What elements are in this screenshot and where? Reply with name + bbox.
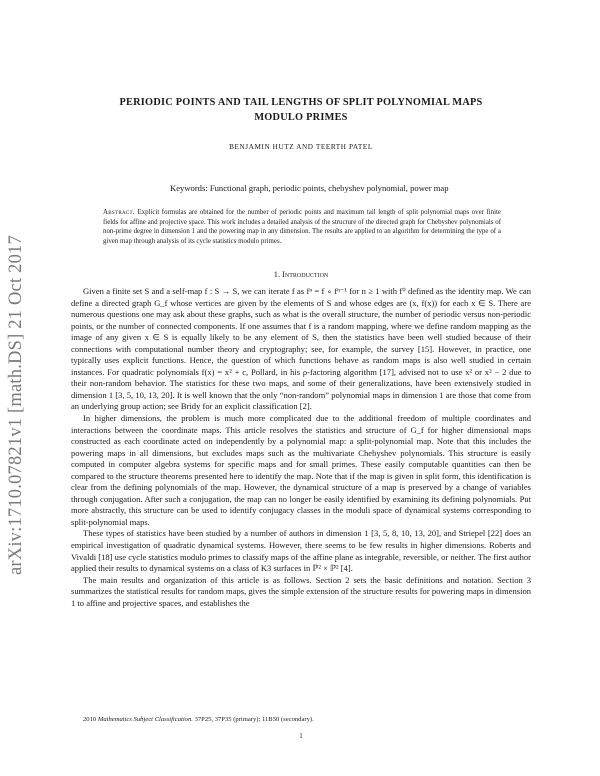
keywords-line: Keywords: Functional graph, periodic points, chebyshev polynomial, power map — [170, 183, 449, 193]
paper-title — [71, 96, 531, 125]
paper-title-line-2: MODULO PRIMES — [254, 111, 348, 123]
footnote-msc-label: Mathematics Subject Classification. — [97, 716, 193, 723]
arxiv-identifier-text: arXiv:1710.07821v1 [math.DS] 21 Oct 2017 — [6, 235, 26, 575]
section-title-text: Introduction — [282, 270, 329, 279]
paragraph-4: The main results and organization of this article is as follows. Section 2 sets the basic definitions and notation. Section 3 summarizes the statistical results for random maps, gives the simple extension of the structure results for powering maps in dimension 1 to affine and projective spaces, and establishes the — [71, 574, 531, 608]
footnote-msc — [83, 716, 531, 723]
paper-authors: BENJAMIN HUTZ AND TEERTH PATEL — [229, 143, 373, 151]
section-number: 1. — [273, 270, 281, 279]
footnote-msc-codes: 37P25, 37P35 (primary); 11B50 (secondary). — [194, 716, 314, 723]
footnote-year: 2010 — [83, 716, 97, 723]
page-number: 1 — [299, 732, 303, 740]
arxiv-identifier-stamp — [4, 155, 26, 575]
paper-title-line-1: PERIODIC POINTS AND TAIL LENGTHS OF SPLIT POLYNOMIAL MAPS — [119, 97, 483, 108]
paragraph-1: Given a finite set S and a self-map f : S → S, we can iterate f as fⁿ = f ∘ fⁿ⁻¹ for n ≥ 1 with f⁰ defined as the identity map. We can define a directed graph G_f whose vertices are given by the elements of S and whose edges are (x, f(x)) for each x ∈ S. There are numerous questions one may ask about these graphs, such as what is the overall structure, the number of periodic versus non-periodic points, or the number of connected components. If one assumes that f is a random mapping, where we define random mapping as the image of any given x ∈ S is equally likely to be any element of S, then the statistics have been well studied because of their connections with computational number theory and cryptography; see, for example, the survey [15]. However, in practice, one typically uses explicit functions. Hence, the question of which functions behave as random maps is also well studied in certain instances. For quadratic polynomials f(x) = x² + c, Pollard, in his ρ-factoring algorithm [17], advised not to use x² or x² − 2 due to their non-random behavior. The statistics for these two maps, and some of their generalizations, have been extensively studied in dimension 1 [3, 5, 10, 13, 20]. It is well known that the only “non-random” polynomial maps in dimension 1 are those that come from an underlying group action; see Bridy for an explicit classification [2]. — [71, 286, 531, 412]
abstract-block — [103, 208, 501, 246]
paragraph-2: In higher dimensions, the problem is much more complicated due to the additional freedom of multiple coordinates and interactions between the coordinate maps. This article resolves the statistics and structure of G_f for higher dimensional maps constructed as each coordinate acted on independently by a polynomial map: a split-polynomial map. Note that this includes the powering maps in all dimensions, but excludes maps such as the multivariate Chebyshev polynomials. This structure is easily computed in computer algebra systems for specific maps and for small primes. These easily computable quantities can then be compared to the structure theorems presented here to identify the map. Note that if the map is given in split form, this identification is clear from the defining polynomials of the map. However, the dynamical structure of a map is preserved by a change of variables through conjugation. After such a conjugation, the map can no longer be easily identified by examining its defining polynomials. Put more abstractly, this structure can be used to identify conjugacy classes in the moduli space of dynamical systems corresponding to split-polynomial maps. — [71, 413, 531, 527]
abstract-label: Abstract. — [103, 209, 135, 216]
paragraph-3: These types of statistics have been studied by a number of authors in dimension 1 [3, 5, 8, 10, 13, 20], and Striepel [22] does an empirical investigation of quadratic dynamical systems. However, there seems to be few results in higher dimensions. Roberts and Vivaldi [18] use cycle statistics modulo primes to classify maps of the affine plane as integrable, reversible, or neither. The first author applied their results to dynamical systems on a class of K3 surfaces in ℙ² × ℙ² [4]. — [71, 528, 531, 574]
abstract-text: Explicit formulas are obtained for the number of periodic points and maximum tail length of split polynomial maps over finite fields for affine and projective space. This work includes a detailed analysis of the structure of the directed graph for Chebyshev polynomials of non-prime degree in dimension 1 and the powering map in any dimension. The results are applied to an algorithm for determining the type of a given map through analysis of its cycle statistics modulo primes. — [103, 209, 501, 245]
section-heading — [71, 270, 531, 279]
body-text — [71, 286, 531, 609]
